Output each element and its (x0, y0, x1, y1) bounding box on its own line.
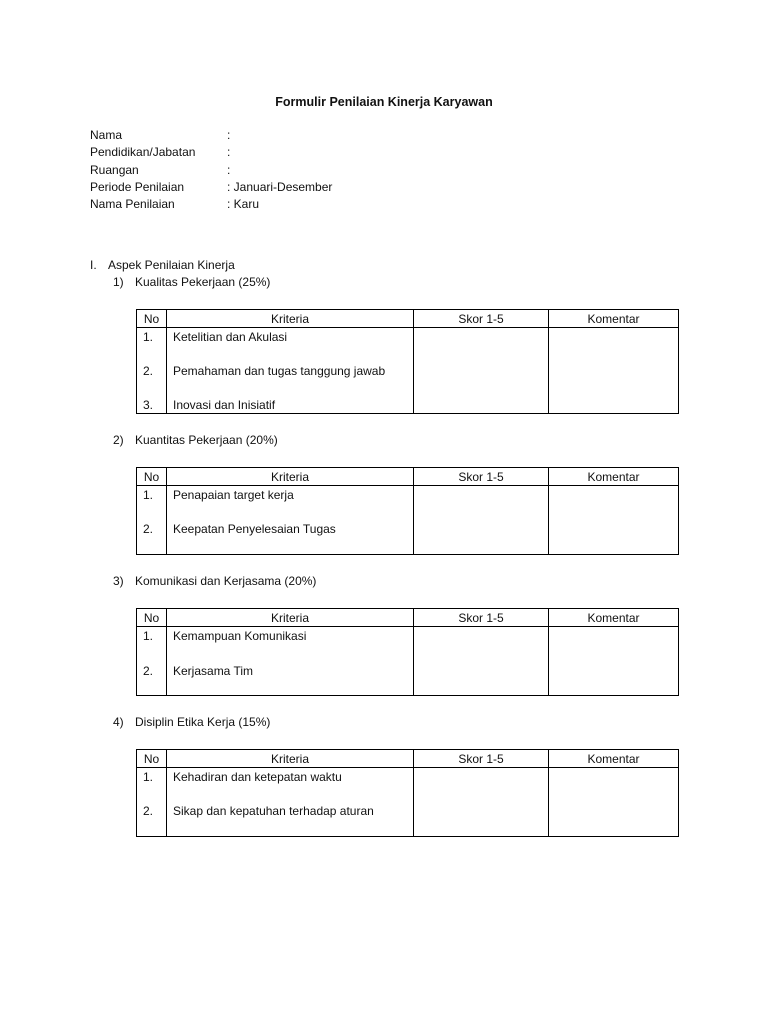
item-number: 3. (143, 398, 154, 412)
info-value: : (227, 128, 231, 142)
info-value: : Karu (227, 197, 260, 212)
header-no: No (137, 750, 167, 768)
aspect-number: 4) (113, 715, 124, 729)
criterion-text: Penapaian target kerja (173, 488, 294, 502)
header-kriteria: Kriteria (167, 750, 414, 768)
aspect-label: Disiplin Etika Kerja (15%) (135, 715, 271, 729)
criterion-text: Kehadiran dan ketepatan waktu (173, 770, 342, 784)
table-row (137, 627, 679, 696)
section-label: Aspek Penilaian Kinerja (108, 258, 235, 272)
info-label: Ruangan (90, 162, 139, 177)
table-header-row (137, 750, 679, 768)
aspect-title-kuantitas (113, 432, 278, 449)
score-cell[interactable] (414, 328, 549, 414)
section-numeral: I. (90, 258, 97, 272)
score-cell[interactable] (414, 627, 549, 696)
item-number: 2. (143, 522, 154, 536)
header-no: No (137, 468, 167, 486)
item-number: 2. (143, 364, 154, 378)
header-no: No (137, 310, 167, 328)
no-cell (137, 486, 167, 555)
table-row (137, 768, 679, 837)
aspect-title-disiplin (113, 714, 270, 731)
header-kriteria: Kriteria (167, 468, 414, 486)
aspect-number: 3) (113, 574, 124, 588)
aspect-label: Komunikasi dan Kerjasama (20%) (135, 574, 317, 588)
criteria-table-kuantitas (136, 467, 679, 555)
kriteria-cell (167, 768, 414, 837)
item-number: 1. (143, 629, 154, 643)
item-number: 1. (143, 330, 154, 344)
comment-cell[interactable] (549, 328, 679, 414)
criteria-table-disiplin (136, 749, 679, 837)
info-value: : (227, 162, 231, 177)
criterion-text: Ketelitian dan Akulasi (173, 330, 288, 344)
criterion-text: Sikap dan kepatuhan terhadap aturan (173, 804, 374, 818)
score-cell[interactable] (414, 486, 549, 555)
no-cell (137, 627, 167, 696)
header-skor: Skor 1-5 (414, 609, 549, 627)
header-skor: Skor 1-5 (414, 310, 549, 328)
header-komentar: Komentar (549, 609, 679, 627)
info-value: : (227, 145, 231, 160)
item-number: 1. (143, 770, 154, 784)
table-row (137, 486, 679, 555)
kriteria-cell (167, 328, 414, 414)
header-kriteria: Kriteria (167, 310, 414, 328)
kriteria-cell (167, 486, 414, 555)
criterion-text: Kemampuan Komunikasi (173, 629, 307, 643)
header-kriteria: Kriteria (167, 609, 414, 627)
comment-cell[interactable] (549, 486, 679, 555)
aspect-title-kualitas (113, 274, 270, 291)
no-cell (137, 328, 167, 414)
table-header-row (137, 468, 679, 486)
info-value: : Januari-Desember (227, 179, 333, 194)
header-skor: Skor 1-5 (414, 468, 549, 486)
header-no: No (137, 609, 167, 627)
table-row (137, 328, 679, 414)
score-cell[interactable] (414, 768, 549, 837)
item-number: 2. (143, 804, 154, 818)
criteria-table-komunikasi (136, 608, 679, 696)
criteria-table-kualitas (136, 309, 679, 414)
header-komentar: Komentar (549, 750, 679, 768)
header-komentar: Komentar (549, 310, 679, 328)
aspect-number: 1) (113, 275, 124, 289)
info-label: Pendidikan/Jabatan (90, 145, 196, 160)
header-komentar: Komentar (549, 468, 679, 486)
header-skor: Skor 1-5 (414, 750, 549, 768)
comment-cell[interactable] (549, 768, 679, 837)
comment-cell[interactable] (549, 627, 679, 696)
aspect-label: Kualitas Pekerjaan (25%) (135, 275, 271, 289)
aspect-label: Kuantitas Pekerjaan (20%) (135, 433, 278, 447)
criterion-text: Keepatan Penyelesaian Tugas (173, 522, 336, 536)
no-cell (137, 768, 167, 837)
table-header-row (137, 609, 679, 627)
form-title: Formulir Penilaian Kinerja Karyawan (275, 95, 493, 109)
criterion-text: Kerjasama Tim (173, 664, 254, 678)
item-number: 2. (143, 664, 154, 678)
section-title (90, 257, 235, 274)
criterion-text: Inovasi dan Inisiatif (173, 398, 276, 412)
aspect-number: 2) (113, 433, 124, 447)
info-label: Nama (90, 128, 123, 142)
table-header-row (137, 310, 679, 328)
info-label: Nama Penilaian (90, 197, 175, 212)
aspect-title-komunikasi (113, 573, 316, 590)
criterion-text: Pemahaman dan tugas tanggung jawab (173, 364, 386, 378)
item-number: 1. (143, 488, 154, 502)
kriteria-cell (167, 627, 414, 696)
info-label: Periode Penilaian (90, 179, 185, 194)
